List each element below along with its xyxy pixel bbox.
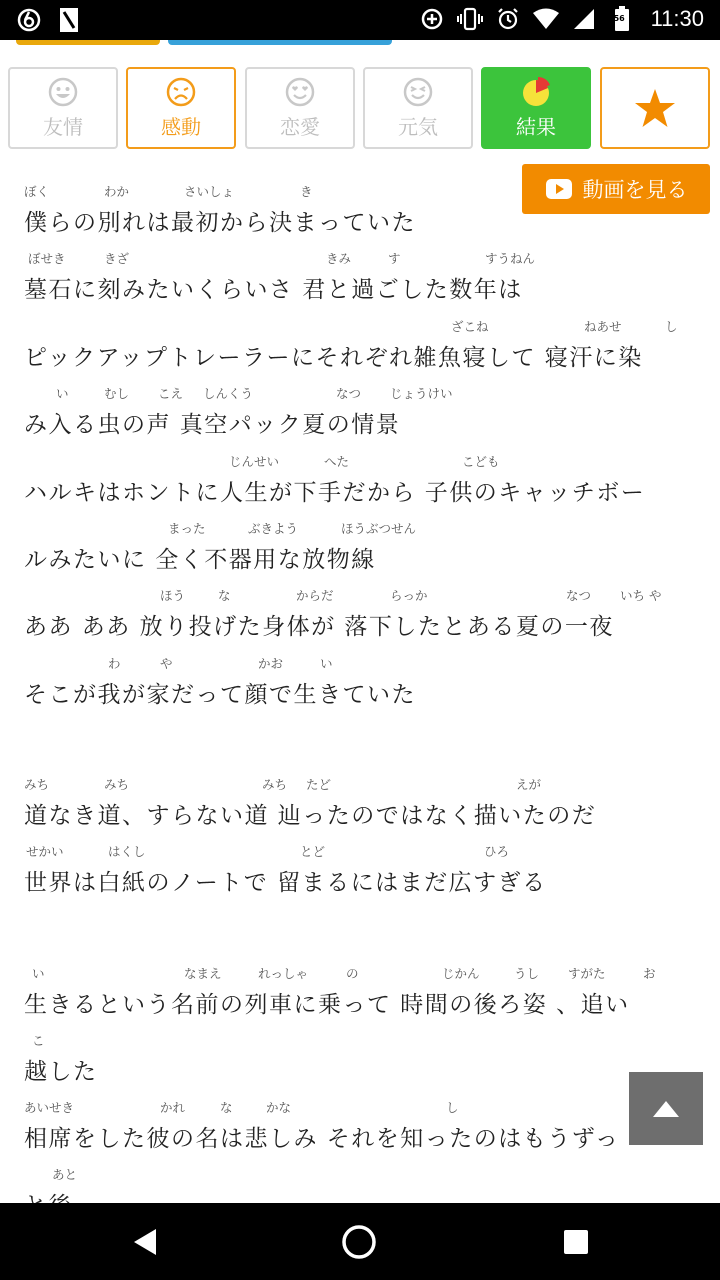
ruby: ほう <box>160 588 186 603</box>
ruby: ざこね <box>451 319 489 334</box>
arrow-up-icon <box>651 1099 681 1119</box>
lyric-line: 世界は白紙のノートで 留まるにはまだ広すぎる <box>24 870 547 896</box>
battery-badge: 56 <box>613 14 625 23</box>
ruby: こども <box>462 454 500 469</box>
ruby: な <box>220 1100 233 1115</box>
tab-label: 感動 <box>161 116 201 139</box>
scroll-to-top-button[interactable] <box>629 1072 703 1145</box>
ruby: とど <box>300 844 326 859</box>
ruby: きみ <box>326 251 352 266</box>
lyric-line: ああ ああ 放り投げた身体が 落下したとある夏の一夜 <box>24 614 614 640</box>
ruby: す <box>388 251 401 266</box>
ruby: かな <box>266 1100 292 1115</box>
ruby: からだ <box>296 588 334 603</box>
ruby: わか <box>104 184 130 199</box>
lyric-line: 道なき道、すらない道 辿ったのではなく描いたのだ <box>24 803 597 829</box>
ruby: な <box>218 588 231 603</box>
lyric-line: 墓石に刻みたいくらいさ 君と過ごした数年は <box>24 277 523 303</box>
ruby: はくし <box>108 844 146 859</box>
ruby: みち <box>262 777 288 792</box>
ruby: さいしょ <box>184 184 235 199</box>
ruby: かれ <box>160 1100 186 1115</box>
tab-label: 恋愛 <box>280 116 320 139</box>
ruby: ぶきよう <box>248 521 299 536</box>
ruby: すうねん <box>485 251 536 266</box>
ruby: なつ <box>566 588 592 603</box>
clock: 11:30 <box>650 6 704 31</box>
ruby: すがた <box>568 966 606 981</box>
ruby: たど <box>306 777 332 792</box>
ruby: らっか <box>390 588 428 603</box>
ruby: ぼく <box>24 184 50 199</box>
ruby: みち <box>104 777 130 792</box>
lyric-line: そこが我が家だって顔で生きていた <box>24 682 416 708</box>
ruby: うし <box>514 966 540 981</box>
lyric-line: み入る虫の声 真空パック夏の情景 <box>24 412 401 438</box>
recent-apps-icon[interactable] <box>563 1229 589 1255</box>
ruby: かお <box>258 656 284 671</box>
ruby: じょうけい <box>390 386 453 401</box>
ruby: きざ <box>104 251 130 266</box>
tab-label: 友情 <box>43 116 83 139</box>
ruby: こ <box>32 1033 45 1048</box>
ruby: い <box>56 386 69 401</box>
lyric-line: ハルキはホントに人生が下手だから 子供のキャッチボー <box>24 480 646 506</box>
ruby: こえ <box>158 386 184 401</box>
ruby: へた <box>324 454 350 469</box>
ruby: き <box>300 184 313 199</box>
ruby: じんせい <box>229 454 280 469</box>
ruby: みち <box>24 777 50 792</box>
ruby: まった <box>168 521 206 536</box>
lyric-line: 生きるという名前の列車に乗って 時間の後ろ姿 、追い <box>24 992 630 1018</box>
ruby: なまえ <box>184 966 222 981</box>
ruby: い <box>320 656 333 671</box>
ruby: し <box>446 1100 459 1115</box>
ruby: ねあせ <box>584 319 622 334</box>
ruby: むし <box>104 386 130 401</box>
lyric-line: ピックアップトレーラーにそれぞれ雑魚寝して 寝汗に染 <box>24 345 643 371</box>
watch-video-button[interactable] <box>522 164 710 214</box>
ruby: わ <box>108 656 121 671</box>
ruby: ひろ <box>484 844 510 859</box>
ruby: ぼせき <box>28 251 66 266</box>
ruby: せかい <box>26 844 64 859</box>
ruby: や <box>160 656 173 671</box>
lyric-line: 相席をした彼の名は悲しみ それを知ったのはもうずっ <box>24 1126 620 1152</box>
ruby: ほうぶつせん <box>341 521 417 536</box>
tab-label: 結果 <box>516 116 556 139</box>
ruby: し <box>665 319 678 334</box>
watch-video-label: 動画を見る <box>582 179 688 202</box>
ruby: お <box>643 966 656 981</box>
ruby: の <box>346 966 359 981</box>
home-icon[interactable] <box>341 1224 377 1260</box>
ruby: あと <box>52 1167 78 1182</box>
ruby: あいせき <box>24 1100 75 1115</box>
lyric-line: 越した <box>24 1059 98 1085</box>
ruby: いち や <box>620 588 662 603</box>
ruby: じかん <box>442 966 480 981</box>
tab-label: 元気 <box>398 116 438 139</box>
ruby: い <box>32 966 45 981</box>
ruby: なつ <box>336 386 362 401</box>
ruby: しんくう <box>203 386 254 401</box>
lyric-line: 僕らの別れは最初から決まっていた <box>24 210 416 236</box>
ruby: えが <box>516 777 542 792</box>
play-icon <box>545 178 573 200</box>
ruby: れっしゃ <box>258 966 309 981</box>
lyric-line: ルみたいに 全く不器用な放物線 <box>24 547 376 573</box>
back-icon[interactable] <box>132 1228 158 1256</box>
